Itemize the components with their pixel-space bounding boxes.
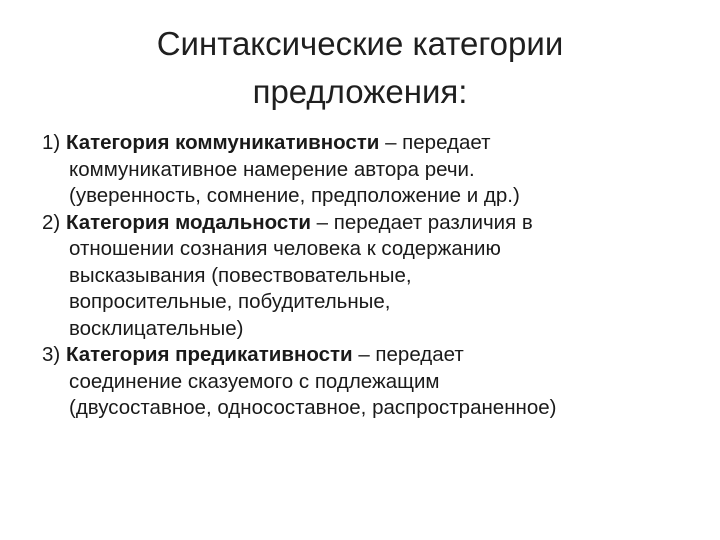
list-item-modality xyxy=(42,210,682,343)
list-item-communicativity xyxy=(42,130,682,210)
slide-body xyxy=(42,130,682,422)
list-item-continuation-line: высказывания (повествовательные, xyxy=(69,263,412,287)
list-item-first-line xyxy=(42,210,682,237)
list-item-number: 2) xyxy=(42,210,61,234)
list-item-text: – передает различия в xyxy=(310,210,533,234)
list-item-continuation-line: вопросительные, побудительные, xyxy=(69,290,391,313)
list-item-text: – передает xyxy=(352,343,464,366)
list-item-number: 3) xyxy=(42,343,61,366)
list-item-first-line xyxy=(42,342,682,369)
slide-title-line-1: Синтаксические категории xyxy=(156,25,564,62)
list-item-continuation-line: коммуникативное намерение автора речи. xyxy=(69,157,475,181)
list-item-continuation-line: восклицательные) xyxy=(69,316,244,340)
list-item-text: – передает xyxy=(379,131,491,154)
list-item-predicativity xyxy=(42,342,682,422)
list-item-first-line xyxy=(42,130,682,157)
list-item-continuation-line: (уверенность, сомнение, предположение и др.) xyxy=(69,184,520,207)
list-item-term: Категория модальности xyxy=(65,210,311,234)
slide-title-line-2: предложения: xyxy=(252,73,468,110)
list-item-continuation-line: соединение сказуемого с подлежащим xyxy=(69,369,440,393)
list-item-continuation-line: отношении сознания человека к содержанию xyxy=(69,237,501,260)
list-item-term: Категория предикативности xyxy=(65,343,353,366)
list-item-continuation-line: (двусоставное, односоставное, распространенное) xyxy=(69,396,557,419)
list-item-number: 1) xyxy=(42,131,61,154)
slide-title xyxy=(60,20,660,116)
list-item-term: Категория коммуникативности xyxy=(65,131,380,154)
